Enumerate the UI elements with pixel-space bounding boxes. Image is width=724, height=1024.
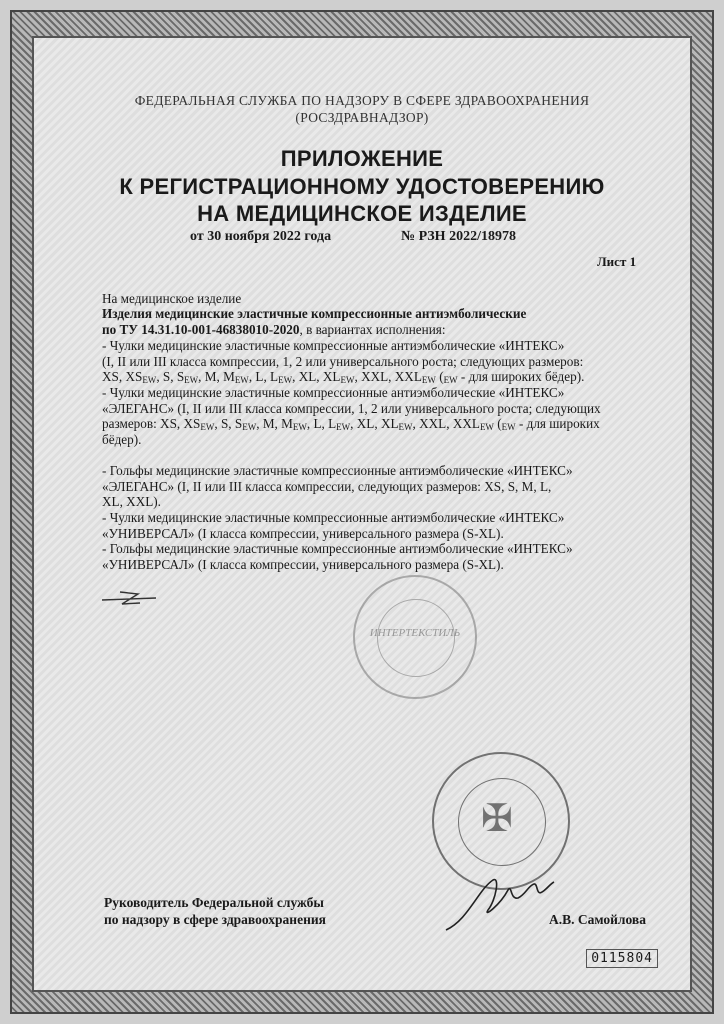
- doc-title-3: НА МЕДИЦИНСКОЕ ИЗДЕЛИЕ: [197, 201, 527, 226]
- variant-line: (I, II или III класса компрессии, 1, 2 или универсального роста; следующих размеров:: [102, 354, 584, 369]
- size-sub: EW: [278, 375, 293, 385]
- size-sub: EW: [200, 422, 215, 432]
- size-text: , M, M: [198, 369, 235, 384]
- variant-line: «УНИВЕРСАЛ» (I класса компрессии, универсального размера (S-XL).: [102, 557, 504, 572]
- variant-line: «УНИВЕРСАЛ» (I класса компрессии, универсального размера (S-XL).: [102, 526, 504, 541]
- size-text: , S, S: [156, 369, 185, 384]
- size-sub: EW: [398, 422, 413, 432]
- size-text: - для широких: [515, 416, 600, 431]
- size-sub: EW: [479, 422, 494, 432]
- size-text: (: [435, 369, 444, 384]
- variant-line: «ЭЛЕГАНС» (I, II или III класса компрессии, следующих размеров: XS, S, M, L,: [102, 479, 552, 494]
- variant-line: - Гольфы медицинские эластичные компрессионные антиэмболические «ИНТЕКС»: [102, 463, 573, 478]
- sizes-line: [102, 416, 600, 436]
- size-sub: EW: [234, 375, 249, 385]
- tu-number: по ТУ 14.31.10-001-46838010-2020: [102, 322, 300, 337]
- end-mark-icon: [100, 588, 160, 608]
- serial-number: 0115804: [586, 949, 658, 968]
- size-text: , XXL, XXL: [354, 369, 422, 384]
- signatory-name: А.В. Самойлова: [549, 912, 646, 927]
- doc-number: № РЗН 2022/18978: [401, 229, 516, 244]
- doc-title-2: К РЕГИСТРАЦИОННОМУ УДОСТОВЕРЕНИЮ: [119, 174, 605, 199]
- size-text: , L, L: [248, 369, 279, 384]
- product-title: Изделия медицинские эластичные компрессионные антиэмболические: [102, 306, 527, 321]
- intro-text: На медицинское изделие: [102, 291, 242, 306]
- company-stamp: [353, 575, 477, 699]
- size-text: , XXL, XXL: [412, 416, 480, 431]
- size-text: размеров: XS, XS: [102, 416, 201, 431]
- size-text: , XL, XL: [292, 369, 341, 384]
- size-text: , S, S: [214, 416, 243, 431]
- variant-line: - Гольфы медицинские эластичные компрессионные антиэмболические «ИНТЕКС»: [102, 541, 573, 556]
- size-sub: EW: [142, 375, 157, 385]
- size-text: (: [493, 416, 502, 431]
- signatory-role-1: Руководитель Федеральной службы: [104, 895, 324, 910]
- size-sub: EW: [336, 422, 351, 432]
- eagle-emblem-icon: ✠: [481, 798, 513, 840]
- size-sub: EW: [184, 375, 199, 385]
- size-sub: EW: [242, 422, 257, 432]
- doc-title-1: ПРИЛОЖЕНИЕ: [280, 146, 444, 171]
- stamp-text: ИНТЕРТЕКСТИЛЬ: [369, 627, 461, 639]
- variant-line: «ЭЛЕГАНС» (I, II или III класса компрессии, 1, 2 или универсального роста; следующих: [102, 401, 601, 416]
- signatory-role-2: по надзору в сфере здравоохранения: [104, 912, 326, 927]
- variant-line: - Чулки медицинские эластичные компрессионные антиэмболические «ИНТЕКС»: [102, 338, 565, 353]
- size-sub: EW: [340, 375, 355, 385]
- size-sub: EW: [501, 422, 516, 432]
- size-text: , L, L: [306, 416, 337, 431]
- tu-line: [102, 322, 445, 338]
- sheet-number: Лист 1: [597, 254, 637, 269]
- agency-name: ФЕДЕРАЛЬНАЯ СЛУЖБА ПО НАДЗОРУ В СФЕРЕ ЗДРАВООХРАНЕНИЯ: [134, 93, 590, 108]
- size-text: XS, XS: [102, 369, 143, 384]
- size-text: , XL, XL: [350, 416, 399, 431]
- tu-tail: , в вариантах исполнения:: [299, 322, 446, 337]
- variant-line: бёдер).: [102, 432, 142, 447]
- variant-line: - Чулки медицинские эластичные компрессионные антиэмболические «ИНТЕКС»: [102, 385, 565, 400]
- size-sub: EW: [421, 375, 436, 385]
- size-text: , M, M: [256, 416, 293, 431]
- size-sub: EW: [443, 375, 458, 385]
- variant-line: XL, XXL).: [102, 494, 161, 509]
- signature-icon: [438, 860, 558, 940]
- doc-date: от 30 ноября 2022 года: [190, 229, 332, 244]
- size-text: - для широких бёдер).: [457, 369, 585, 384]
- agency-abbr: (РОСЗДРАВНАДЗОР): [295, 110, 429, 125]
- size-sub: EW: [292, 422, 307, 432]
- variant-line: - Чулки медицинские эластичные компрессионные антиэмболические «ИНТЕКС»: [102, 510, 565, 525]
